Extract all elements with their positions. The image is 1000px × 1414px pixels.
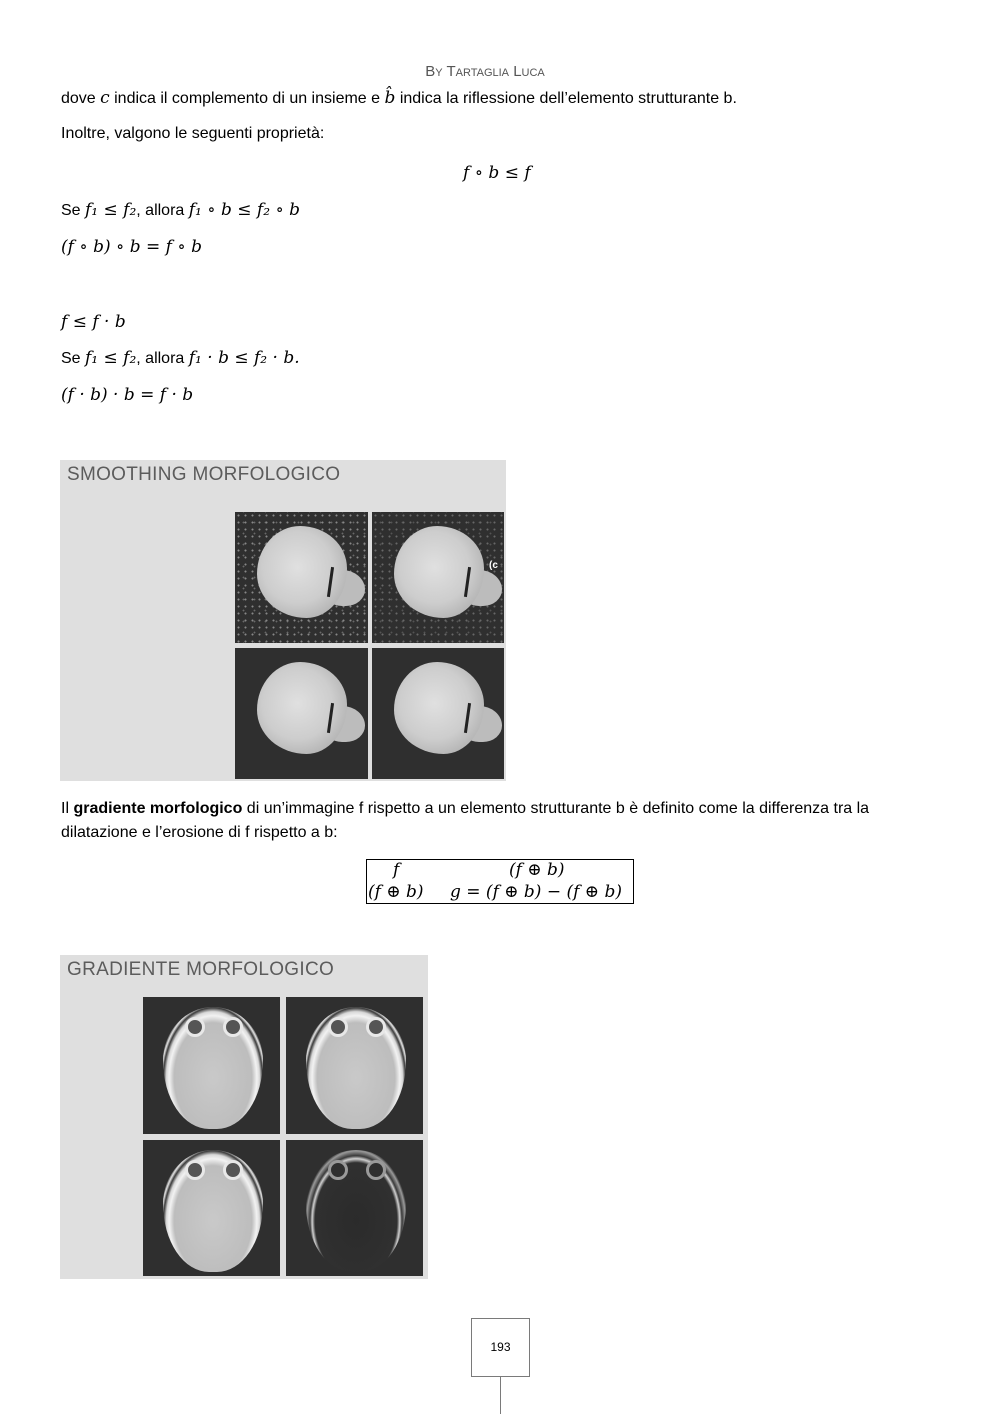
brain-scan: [306, 1007, 406, 1129]
smooth-blob: [394, 526, 484, 618]
gradient-definition-line-2: dilatazione e l’erosione di f rispetto a b:: [61, 824, 338, 841]
complement-symbol: c: [100, 88, 110, 108]
page-number-stem: [500, 1376, 501, 1414]
opening-property-1: f ∘ b ≤ f: [463, 163, 531, 183]
eye-orbit: [223, 1017, 243, 1037]
page-number-box: [471, 1318, 530, 1377]
equation-cell-f: f: [393, 860, 400, 880]
opening-property-2: [61, 200, 300, 220]
gradient-panel-result: [286, 1140, 423, 1276]
opening-property-3: (f ∘ b) ∘ b = f ∘ b: [61, 237, 202, 257]
smoothing-figure: [60, 460, 506, 781]
closing-property-2-math-b: f₁ · b ≤ f₂ · b.: [188, 348, 300, 368]
opening-property-2-math-b: f₁ ∘ b ≤ f₂ ∘ b: [188, 200, 301, 220]
smooth-blob: [394, 662, 484, 754]
eye-orbit: [223, 1160, 243, 1180]
eye-orbit: [366, 1017, 386, 1037]
intro-text-a: dove: [61, 90, 101, 107]
intro-text-b: indica il complemento di un insieme e: [109, 90, 385, 107]
gradient-panel-dilation: [286, 997, 423, 1134]
gradient-text-post: di un’immagine f rispetto a un elemento strutturante b è definito come la differenza tra la: [242, 800, 870, 817]
brain-scan: [163, 1007, 263, 1129]
brain-scan: [163, 1150, 263, 1272]
equation-gradient-formula: g = (f ⊕ b) − (f ⊕ b): [450, 882, 622, 902]
smoothing-panel-closed: [235, 648, 368, 779]
eye-orbit: [185, 1160, 205, 1180]
eye-orbit: [328, 1160, 348, 1180]
intro-paragraph-1: [61, 88, 737, 108]
gradient-figure: [60, 955, 428, 1279]
closing-property-2-math-a: f₁ ≤ f₂: [85, 348, 137, 368]
equation-cell-dilation: (f ⊕ b): [509, 860, 565, 880]
intro-text-end: indica la riflessione dell’elemento strutturante b.: [395, 90, 737, 107]
eye-orbit: [366, 1160, 386, 1180]
closing-property-2-mid: , allora: [136, 350, 189, 367]
smoothing-figure-title: SMOOTHING MORFOLOGICO: [67, 464, 341, 485]
smooth-blob: [257, 662, 347, 754]
smooth-blob: [257, 526, 347, 618]
closing-property-1: f ≤ f · b: [61, 312, 126, 332]
gradient-equation-box: [366, 859, 634, 904]
brain-scan-edges: [306, 1150, 406, 1272]
smoothing-panel-smoothed: [372, 648, 504, 779]
gradient-text-pre: Il: [61, 800, 74, 817]
page-number: 193: [490, 1340, 511, 1354]
intro-paragraph-2: Inoltre, valgono le seguenti proprietà:: [61, 125, 325, 142]
equation-cell-dilation-2: (f ⊕ b): [368, 882, 424, 902]
closing-property-2-prefix: Se: [61, 350, 86, 367]
gradient-definition-line-1: [61, 800, 869, 818]
eye-orbit: [328, 1017, 348, 1037]
closing-property-3: (f · b) · b = f · b: [61, 385, 194, 405]
gradient-panel-original: [143, 997, 280, 1134]
reflection-symbol: b̂: [384, 88, 396, 108]
closing-property-2: [61, 348, 300, 368]
opening-property-2-mid: , allora: [136, 202, 189, 219]
gradient-panel-erosion: [143, 1140, 280, 1276]
smoothing-panel-original: [235, 512, 368, 643]
gradient-term: gradiente morfologico: [73, 800, 243, 817]
smoothing-panel-opened: [372, 512, 504, 643]
opening-property-2-math-a: f₁ ≤ f₂: [85, 200, 137, 220]
page-header: By Tartaglia Luca: [425, 63, 545, 80]
opening-property-2-prefix: Se: [61, 202, 86, 219]
eye-orbit: [185, 1017, 205, 1037]
gradient-figure-title: GRADIENTE MORFOLOGICO: [67, 959, 335, 980]
panel-label: (c: [489, 560, 498, 571]
